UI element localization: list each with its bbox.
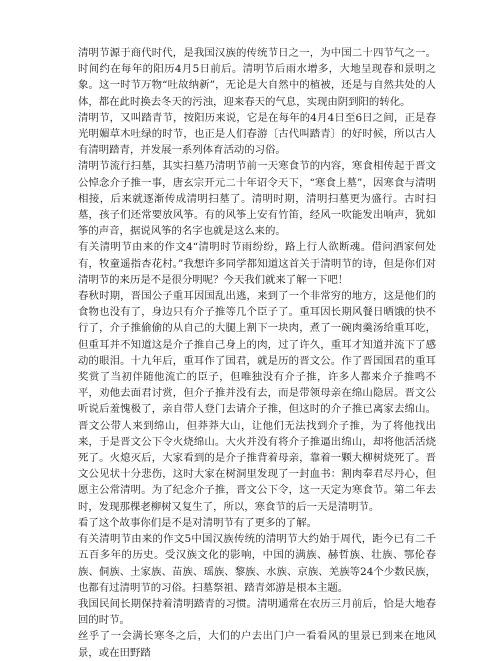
paragraph-folk-custom: 我国民间长期保持着清明踏青的习惯。清明通常在农历三月前后，恰是大地春回的时节。 — [78, 597, 436, 627]
paragraph-taqing: 清明节，又叫踏青节，按阳历来说，它是在每年的4月4日至6日之间，正是春光明媚草木吐绿的时节，也正是人们春游〔古代叫踏青〕的好时候，所以古人有清明踏青，并发展一系列体育活动的习俗。 — [78, 111, 436, 157]
paragraph-essay-5: 有关清明节由来的作文5中国汉族传统的清明节大约始于周代，距今已有二千五百多年的历史。受汉族文化的影响，中国的满族、赫哲族、壮族、鄂伦春族、侗族、土家族、苗族、瑶族、黎族、水族、京族、羌族等24个少数民族，也都有过清明节的习俗。扫墓祭祖、踏青郊游是根本主题。 — [78, 533, 436, 594]
paragraph-conclusion: 看了这个故事你们是不是对清明节有了更多的了解。 — [78, 516, 317, 529]
paragraph-cutoff: 丝乎了一会满长寒冬之后，大们的户去出门户一看看风的里景已到来在地风景，或在田野踏 — [78, 630, 436, 659]
paragraph-essay-4: 有关清明节由来的作文4“清明时节雨纷纷，路上行人欲断魂。借问酒家何处有，牧童遥指杏花村。”我想许多同学都知道这首关于清明节的诗，但是你们对清明节的来历是不是很分明呢？今天我们就来了解一下吧！ — [78, 241, 436, 286]
document-page — [78, 45, 436, 661]
paragraph-jiezitui-story: 春秋时期，晋国公子重耳因国乱出逃，来到了一个非常穷的地方，这是他们的食物也没有了，身边只有介子推等几个臣子了。重耳因长期风餐日晒饿的快不行了，介子推偷偷的从自己的大腿上割下一块肉，煮了一碗肉羹汤给重耳吃，但重耳并不知道这是介子推自己身上的肉，过了许久，重耳才知道并流下了感动的眼泪。十九年后，重耳作了国君，就是历的晋文公。作了晋国国君的重耳奖赏了当初伴随他流亡的臣子，但唯独没有介子推，许多人都来介子推鸣不平，劝他去面君讨赏，但介子推并没有去，而是带领母亲在绵山隐居。晋文公听说后羞愧极了，亲自带人登门去请介子推，但这时的介子推已离家去绵山。晋文公带人来到绵山，但莽莽大山，让他们无法找到介子推，为了将他找出来，于是晋文公下令火烧绵山。大火并没有将介子推逼出绵山，却将他活活烧死了。火熄灭后，大家看到的是介子推背着母亲，靠着一颗大柳树烧死了。晋文公见状十分悲伤，这时大家在树洞里发现了一封血书：割肉奉君尽丹心，但愿主公常清明。为了纪念介子推，晋文公下令，这一天定为寒食节。第二年去时，发现那棵老柳树又复生了，所以，寒食节的后一天是清明节。 — [78, 290, 436, 513]
paragraph-saomu: 清明节流行扫墓，其实扫墓乃清明节前一天寒食节的内容，寒食相传起于晋文公悼念介子推一事，唐玄宗开元二十年诏令天下，“寒食上墓”，因寒食与清明相接，后来就逐渐传成清明扫墓了。清明时期，清明扫墓更为盛行。古时扫墓，孩子们还常要放风筝。有的风筝上安有竹笛，经风一吹能发出响声，犹如筝的声音，据说风筝的名字也就是这么来的。 — [78, 160, 436, 238]
paragraph-origin: 清明节源于商代时代，是我国汉族的传统节日之一，为中国二十四节气之一。时间约在每年的阳历4月5日前后。清明节后雨水增多，大地呈现春和景明之象。这一时节万物“吐故纳新”，无论是大自然中的植被，还是与自然共处的人体，都在此时换去冬天的污浊，迎来春天的气息，实现由阴到阳的转化。 — [78, 47, 436, 108]
